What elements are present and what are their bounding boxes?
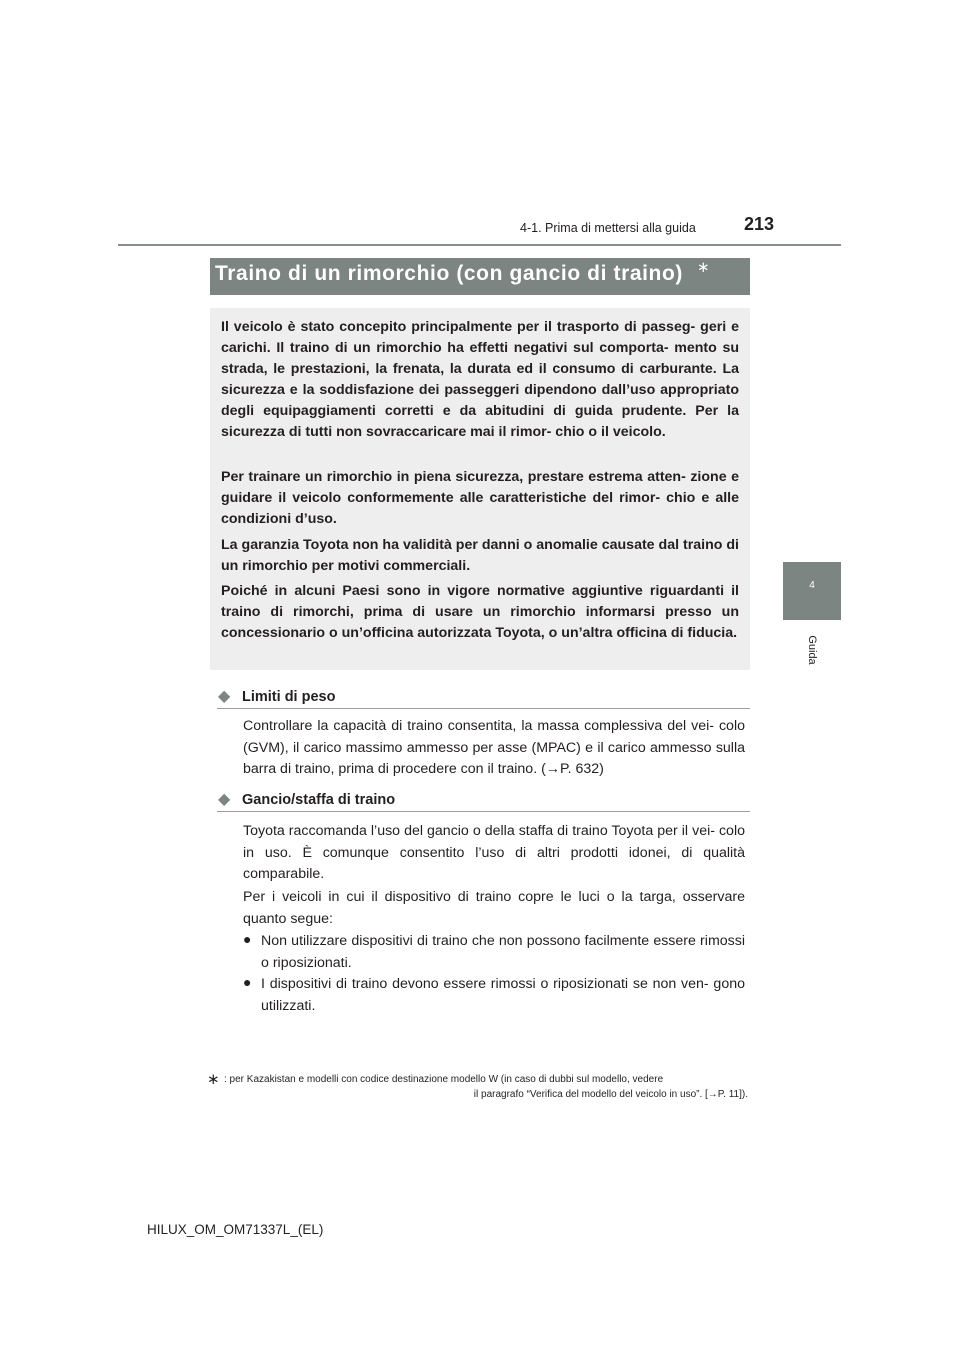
- title-asterisk: ∗: [697, 259, 710, 276]
- page-number: 213: [743, 214, 774, 234]
- intro-paragraph: Per trainare un rimorchio in piena sicurezza, prestare estrema atten- zione e guidare il veicolo conformemente alle caratteristiche del rimor- chio e alle condizioni d’uso.: [221, 469, 739, 527]
- bullet-item: I dispositivi di traino devono essere rimossi o riposizionati se non ven- gono utilizzati.: [261, 976, 745, 1014]
- header-divider: [118, 244, 841, 246]
- document-code: HILUX_OM_OM71337L_(EL): [147, 1222, 324, 1237]
- chapter-label-wrap: [797, 630, 827, 670]
- section-divider: [217, 708, 750, 709]
- bullet-dot-icon: ●: [243, 931, 252, 947]
- diamond-bullet-icon: ◆: [218, 688, 231, 705]
- diamond-bullet-icon: ◆: [218, 791, 231, 808]
- intro-paragraph: Il veicolo è stato concepito principalmente per il trasporto di passeg- geri e carichi. Il traino di un rimorchio ha effetti negativi sul comporta- mento su strada, le prestazioni, la frenata, la durata ed il consumo di carburante. La sicurezza e la soddisfazione dei passeggeri dipendono dall’uso appropriato degli equipaggiamenti corretti e da abitudini di guida prudente. Per la sicurezza di tutti non sovraccaricare mai il rimor- chio o il veicolo.: [221, 319, 739, 440]
- bullet-dot-icon: ●: [243, 974, 252, 990]
- footnote-asterisk: ∗: [207, 1071, 220, 1088]
- page-title: Traino di un rimorchio (con gancio di traino): [215, 262, 684, 285]
- footnote-line: : per Kazakistan e modelli con codice destinazione modello W (in caso di dubbi sul modello, vedere: [224, 1074, 664, 1085]
- footnote-line: il paragrafo “Verifica del modello del veicolo in uso”. [→P. 11]).: [473, 1089, 748, 1100]
- intro-paragraph: Poiché in alcuni Paesi sono in vigore normative aggiuntive riguardanti il traino di rimorchi, prima di usare un rimorchio informarsi presso un concessionario o un’officina autorizzata Toyota, o un’altra officina di fiducia.: [221, 583, 739, 641]
- chapter-number: 4: [809, 580, 815, 591]
- intro-paragraph: La garanzia Toyota non ha validità per danni o anomalie causate dal traino di un rimorchio per motivi commerciali.: [221, 537, 739, 574]
- chapter-tab: [783, 562, 841, 620]
- section-divider: [217, 811, 750, 812]
- section-heading: Limiti di peso: [242, 689, 336, 705]
- section-paragraph: Toyota raccomanda l’uso del gancio o della staffa di traino Toyota per il vei- colo in uso. È comunque consentito l’uso di altri prodotti idonei, di qualità comparabile.: [243, 823, 745, 882]
- bullet-item: Non utilizzare dispositivi di traino che non possono facilmente essere rimossi o riposizionati.: [261, 933, 745, 971]
- section-paragraph: Per i veicoli in cui il dispositivo di traino copre le luci o la targa, osservare quanto segue:: [243, 889, 745, 927]
- section-heading: Gancio/staffa di traino: [242, 792, 396, 808]
- chapter-label: Guida: [806, 635, 818, 665]
- section-paragraph: Controllare la capacità di traino consentita, la massa complessiva del vei- colo (GVM), il carico massimo ammesso per asse (MPAC) e il carico ammesso sulla barra di traino, prima di procedere con il traino. (→P. 632): [243, 718, 745, 777]
- header-section-title: 4-1. Prima di mettersi alla guida: [520, 221, 696, 235]
